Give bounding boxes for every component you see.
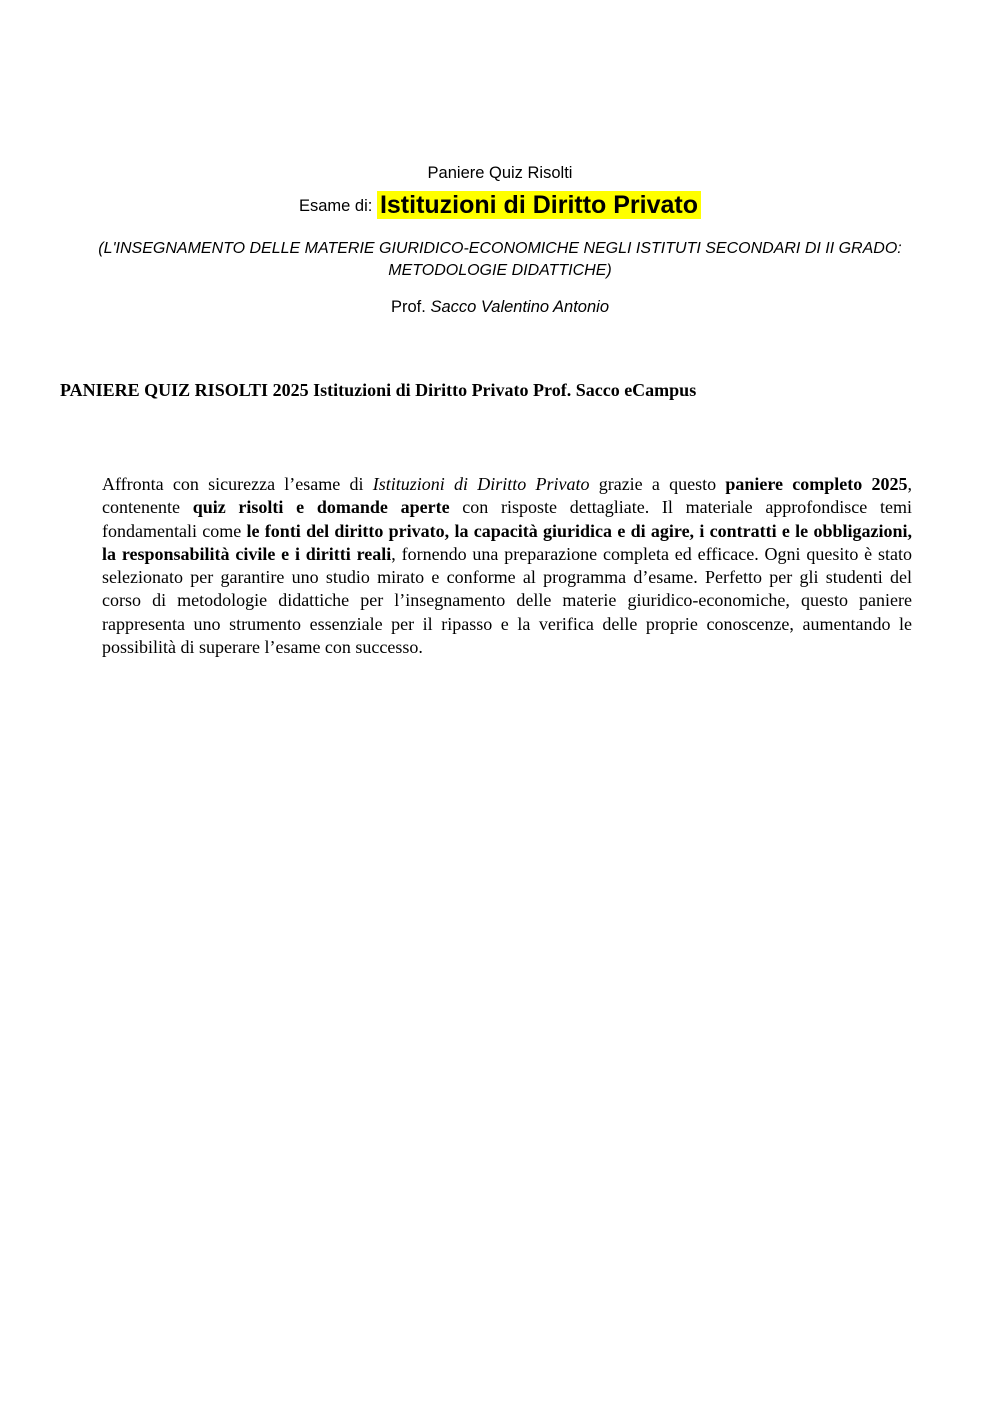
exam-prefix: Esame di: [298,197,373,215]
body-text-1: Affronta con sicurezza l’esame di [102,474,373,494]
prof-prefix: Prof. [390,298,426,316]
top-line: Paniere Quiz Risolti [427,164,573,182]
course-subtitle: (L'INSEGNAMENTO DELLE MATERIE GIURIDICO-ECONOMICHE NEGLI ISTITUTI SECONDARI DI II GRADO: METODOLOGIE DIDATTICHE) [98,240,902,279]
exam-title: Istituzioni di Diritto Privato [377,191,701,219]
exam-line [0,191,1000,220]
body-bold-topics: le fonti del diritto privato, la capacità giuridica e di agire, i contratti e le obbligazioni, la responsabilità civile e i diritti reali [102,520,912,564]
body-bold-paniere: paniere completo 2025 [725,474,908,494]
body-text-9: , fornendo una preparazione completa ed efficace. Ogni quesito è stato selezionato per garantire uno studio mirato e conforme al programma d’esame. Perfetto per gli studenti del corso di metodologie didattiche per l’insegnamento delle materie giuridico-economiche, questo paniere rappresenta uno strumento essenziale per il ripasso e la verifica delle proprie conoscenze, aumentando le possibilità di superare l’esame con successo. [102,543,912,658]
professor-line [0,298,1000,317]
body-text-7: con risposte dettagliate. Il materiale approfondisce temi fondamentali come [102,497,912,541]
document-heading: PANIERE QUIZ RISOLTI 2025 Istituzioni di Diritto Privato Prof. Sacco eCampus [60,380,697,400]
prof-name: Sacco Valentino Antonio [430,298,610,316]
body-bold-quiz: quiz risolti e domande aperte [192,497,450,518]
body-italic-course: Istituzioni di Diritto Privato [372,474,590,494]
body-text-5: , contenente [102,474,912,518]
body-text-3: grazie a questo [589,474,726,494]
body-paragraph [102,473,912,659]
